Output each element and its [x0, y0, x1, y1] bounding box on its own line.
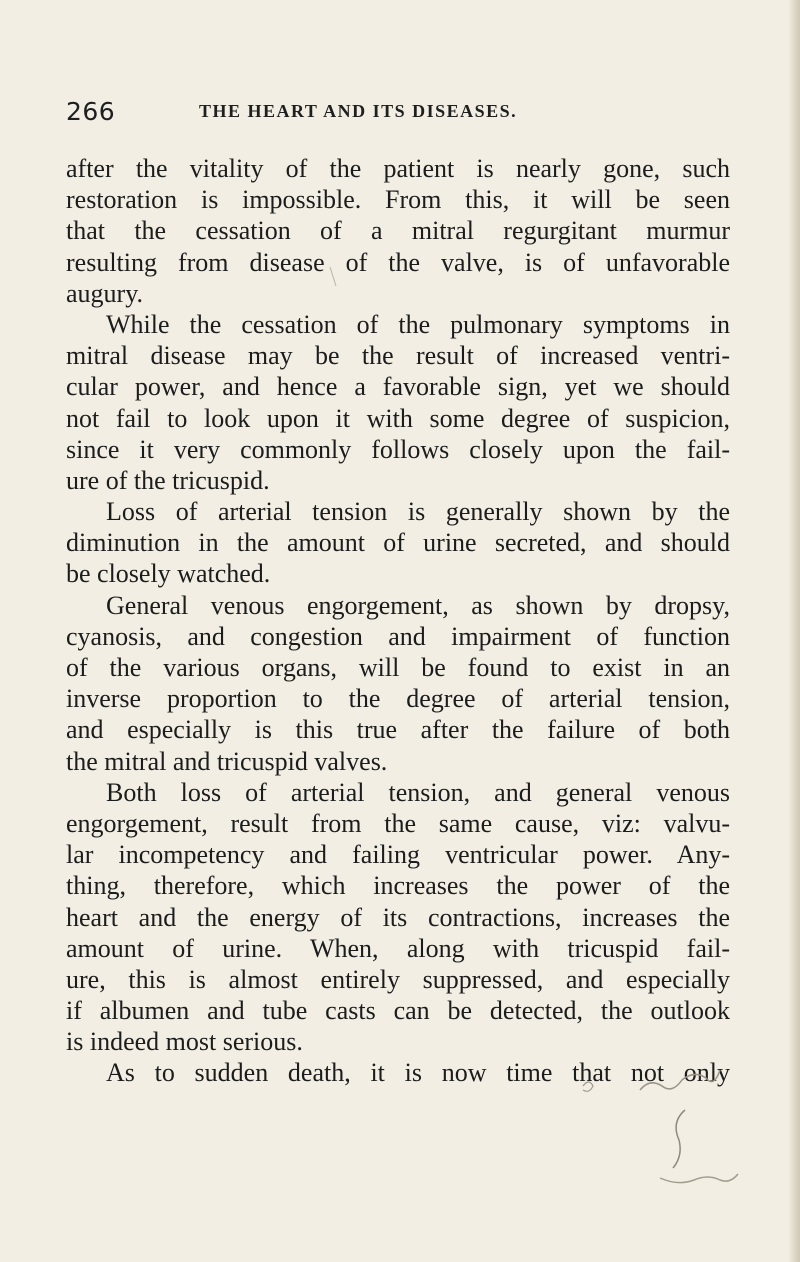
text-line: While the cessation of the pulmonary symptoms in: [106, 309, 730, 339]
page-header: [66, 97, 726, 129]
text-line: after the vitality of the patient is nearly gone, such: [66, 154, 730, 183]
ink-underline-scribble: [660, 1174, 738, 1183]
text-line: Both loss of arterial tension, and general venous: [106, 777, 730, 807]
text-line: restoration is impossible. From this, it will be seen: [66, 185, 730, 215]
page-edge-shadow: [788, 0, 800, 1262]
text-line: Loss of arterial tension is generally shown by the: [106, 497, 730, 527]
text-line: diminution in the amount of urine secreted, and should: [66, 528, 730, 558]
text-line: ure of the tricuspid.: [66, 465, 270, 495]
text-line: General venous engorgement, as shown by dropsy,: [106, 590, 730, 620]
text-line: inverse proportion to the degree of arterial tension,: [66, 684, 730, 714]
ink-bracket: [673, 1110, 685, 1168]
text-line: thing, therefore, which increases the power of the: [66, 871, 730, 901]
text-line: that the cessation of a mitral regurgitant murmur: [66, 216, 730, 246]
text-line: not fail to look upon it with some degree of suspicion,: [66, 403, 730, 433]
text-line: of the various organs, will be found to exist in an: [66, 653, 730, 682]
text-line: ure, this is almost entirely suppressed, and especially: [66, 964, 730, 994]
text-line: amount of urine. When, along with tricuspid fail-: [66, 933, 730, 963]
running-head: THE HEART AND ITS DISEASES.: [199, 101, 518, 121]
text-line: if albumen and tube casts can be detected, the outlook: [66, 996, 730, 1026]
text-line: cular power, and hence a favorable sign, yet we should: [66, 372, 730, 402]
text-line: As to sudden death, it is now time that not only: [106, 1058, 730, 1088]
text-line: the mitral and tricuspid valves.: [66, 746, 388, 776]
text-line: resulting from disease of the valve, is of unfavorable: [66, 247, 730, 277]
text-line: heart and the energy of its contractions, increases the: [66, 902, 730, 932]
text-line: lar incompetency and failing ventricular power. Any-: [66, 840, 730, 870]
text-line: and especially is this true after the failure of both: [66, 715, 730, 745]
text-line: mitral disease may be the result of increased ventri-: [66, 341, 730, 371]
page-number: 266: [66, 97, 116, 126]
text-line: be closely watched.: [66, 559, 271, 589]
text-line: is indeed most serious.: [66, 1027, 303, 1057]
text-line: engorgement, result from the same cause, viz: valvu-: [66, 808, 730, 838]
text-line: cyanosis, and congestion and impairment of function: [66, 621, 730, 651]
text-line: since it very commonly follows closely upon the fail-: [66, 434, 730, 464]
body-text: [66, 153, 730, 1089]
text-line: augury.: [66, 278, 144, 308]
